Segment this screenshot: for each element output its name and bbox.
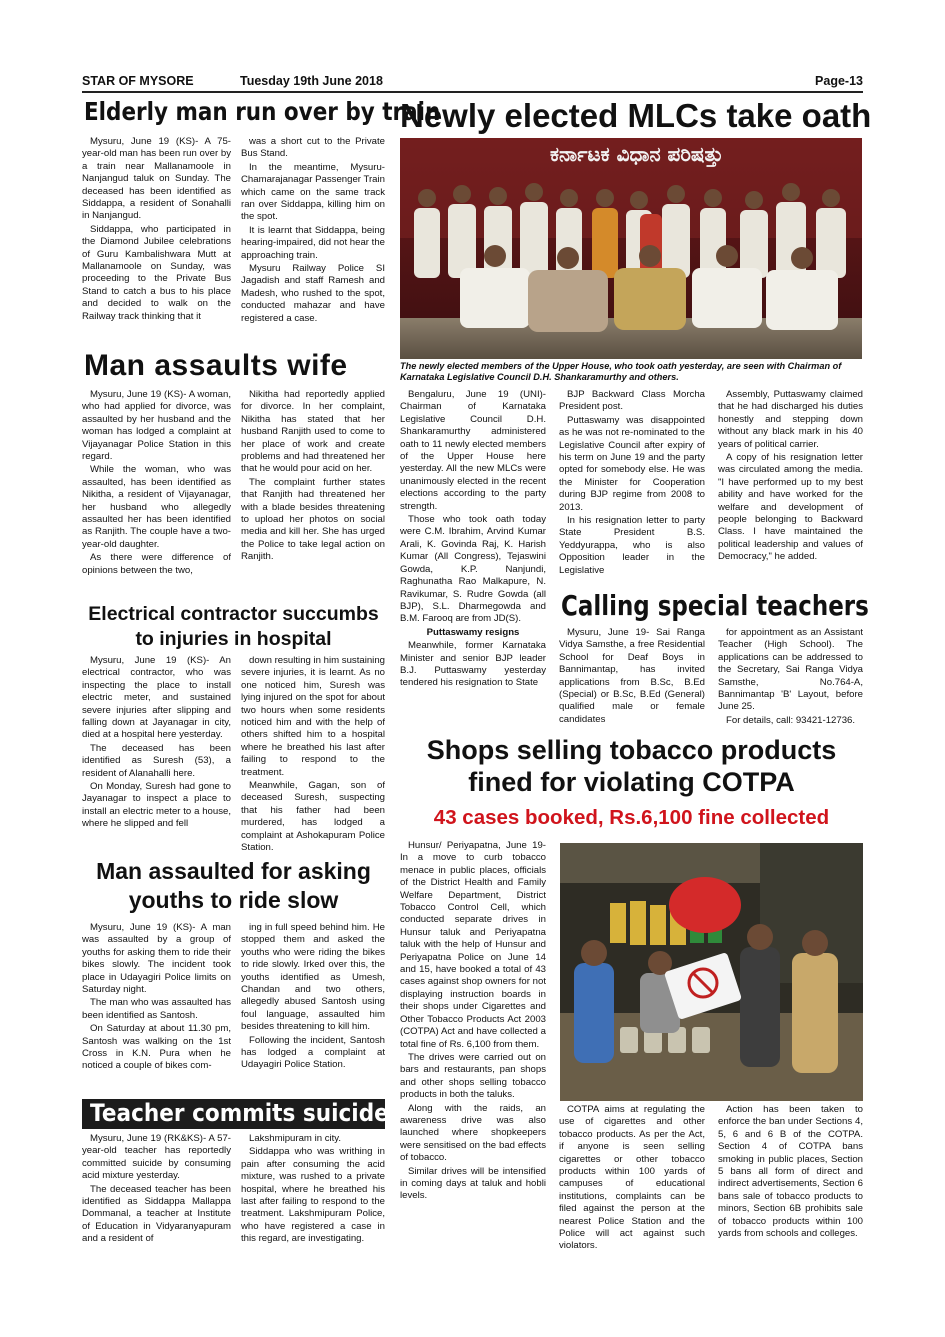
story-tobacco-col2: COTPA aims at regulating the use of cigarettes and other tobacco products. As per the Act, if anyone is seen selling cigarettes or other tobacco products within 100 yards of campuses of educational institutions, complaints can be filed against the person at the nearest Police Station and the Police will act against such violators.	[559, 1104, 705, 1252]
story-contractor-col1: Mysuru, June 19 (KS)- An electrical contractor, who was inspecting the place to install electric meter, and sustained severe injuries after slipping and falling down at Jayanagar in city, died at a hospital here yesterday. The deceased has been identified as Suresh (53), a resident of Alanahalli here. On Monday, Suresh had gone to Jayanagar to inspect a place to install an electric meter to a house, where he slipped and fell	[82, 655, 231, 830]
suicide-headline-box	[82, 1099, 389, 1129]
story-tobacco-col3: Action has been taken to enforce the ban under Sections 4, 5, 6 and 6 B of the COTPA. Section 4 of COTPA bans smoking in public places, Section 5 bans all form of direct and indirect advertisements, Section 6 bans sale of tobacco products to minors, Section 6B prohibits sale of tobacco products within 100 yards from schools and colleges.	[718, 1104, 863, 1240]
mlc-photo	[400, 138, 862, 359]
masthead	[82, 73, 863, 93]
page-number: Page-13	[815, 74, 863, 88]
headline-suicide: Teacher commits suicide	[90, 1099, 389, 1127]
tobacco-photo	[560, 843, 863, 1101]
headline-ride-slow-line2: youths to ride slow	[128, 887, 339, 913]
mlc-banner-text: ಕರ್ನಾಟಕ ವಿಧಾನ ಪರಿಷತ್ತು	[550, 142, 724, 166]
story-suicide-col1: Mysuru, June 19 (RK&KS)- A 57-year-old teacher has reportedly committed suicide by consuming acid mixture yesterday. The deceased teacher has been identified as Siddappa Mallappa Dommanal, a teacher at Institute of Education in Vidyaranyapuram and a resident of	[82, 1133, 231, 1245]
story-train-col1: Mysuru, June 19 (KS)- A 75-year-old man has been run over by a train near Mallanamoole in Nanjangud taluk on Sunday. The deceased has been identified as Siddappa, a resident of Sonahalli in Nanjangud. Siddappa, who participated in the Diamond Jubilee celebrations of Guru Kambalishwara Mutt at Mallanamoole on Sunday, was proceeding to the Private Bus Stand to catch a bus to his place and decided to walk on the Railway track thinking that it	[82, 136, 231, 322]
headline-tobacco-line1: Shops selling tobacco products	[426, 735, 837, 765]
headline-train: Elderly man run over by train	[84, 97, 441, 126]
mlc-photo-illustration	[400, 138, 862, 359]
story-teachers-col2: for appointment as an Assistant Teacher (High School). The applications can be addressed to the Secretary, Sai Ranga Vidya Samsthe, No.764-A, Bannimantap 'B' Layout, before June 25. For details, call: 93421-12736.	[718, 627, 863, 725]
story-wife-col2: Nikitha had reportedly applied for divorce. In her complaint, Nikitha has stated that her husband Ranjith used to come to her place of work and create problems and had threatened her that he would pour acid on her. The complaint further states that Ranjith had threatened her with a blade besides threatening to upload her photos on social media and kill her. She has urged the Police to take legal action on Ranjith.	[241, 389, 385, 563]
headline-mlc: Newly elected MLCs take oath	[400, 97, 872, 134]
story-tobacco-col1: Hunsur/ Periyapatna, June 19- In a move to curb tobacco menace in public places, officials of the District Health and Family Welfare Department, District Tobacco Control Cell, which conducted separate drives in Hunsur taluk and Periyapatna taluk with the help of Hunsur and Periyapatna Police on June 14 and 15, have booked a total of 43 cases against shop owners for not displaying instruction boards in their shops under Cigarettes and Other Tobacco Products Act 2003 (COTPA) Act and have collected a total fine of Rs. 6,100 from them. The drives were carried out on bars and restaurants, pan shops and other shops selling tobacco products in both the taluks. Along with the raids, an awareness drive was also launched where shopkeepers were sensitised on the bad effects of tobacco. Similar drives will be intensified in coming days at taluk and hobli levels.	[400, 840, 546, 1202]
story-mlc-col2: BJP Backward Class Morcha President post. Puttaswamy was disappointed as he was not re-nominated to the Legislative Council after expiry of his term on June 19 and the party opted for somebody else. He was the Minister for Cooperation during BJP regime from 2008 to 2013. In his resignation letter to party State President B.S. Yeddyurappa, who is also Opposition leader in the Legislative	[559, 389, 705, 576]
headline-tobacco-line2: fined for violating COTPA	[468, 767, 795, 797]
story-ride-col2: ing in full speed behind him. He stopped them and asked the youths who were riding the bikes to ride slowly. Irked over this, the youths identified as Umesh, Chandan and two others, allegedly abused Santosh using foul language, assaulted him besides threatening to kill him. Following the incident, Santosh has lodged a complaint at Udayagiri Police Station.	[241, 922, 385, 1071]
tobacco-photo-illustration	[560, 843, 863, 1101]
headline-teachers: Calling special teachers	[561, 589, 869, 622]
headline-ride-slow-line1: Man assaulted for asking	[96, 858, 371, 884]
story-train-col2: was a short cut to the Private Bus Stand. In the meantime, Mysuru-Chamarajanagar Passenger Train which came on the same track ran over Siddappa, killing him on the spot. It is learnt that Siddappa, being hearing-impaired, did not hear the approaching train. Mysuru Railway Police SI Jagadish and staff Ramesh and Madesh, who rushed to the spot, conducted mahazar and have registered a case.	[241, 136, 385, 324]
story-suicide-col2: Lakshmipuram in city. Siddappa who was writhing in pain after consuming the acid mixture, was rushed to a private hospital, where he breathed his last after failing to respond to the treatment. Lakshmipuram Police, who have registered a case in this regard, are investigating.	[241, 1133, 385, 1245]
paper-name: STAR OF MYSORE	[82, 74, 194, 88]
story-ride-col1: Mysuru, June 19 (KS)- A man was assaulted by a group of youths for asking them to ride their bikes slowly. The incident took place in Udayagiri Police limits on Saturday night. The man who was assaulted has been identified as Santosh. On Saturday at about 11.30 pm, Santosh was walking on the 1st Cross in K.N. Pura when he noticed a couple of bikes com-	[82, 922, 231, 1072]
story-contractor-col2: down resulting in him sustaining severe injuries, it is learnt. As no one noticed him, Suresh was lying injured on the spot for about two hours when some residents noticed him and with the help of others shifted him to a hospital where he breathed his last after failing to respond to the treatment. Meanwhile, Gagan, son of deceased Suresh, suspecting that his father had been murdered, has lodged a complaint at Ashokapuram Police Station.	[241, 655, 385, 853]
subheadline-tobacco: 43 cases booked, Rs.6,100 fine collected	[433, 806, 830, 829]
mlc-caption: The newly elected members of the Upper House, who took oath yesterday, are seen with Chairman of Karnataka Legislative Council D.H. Shankaramurthy and others.	[400, 361, 842, 382]
headline-contractor-line2: to injuries in hospital	[135, 628, 332, 650]
headline-contractor-line1: Electrical contractor succumbs	[88, 603, 379, 625]
story-mlc-col3: Assembly, Puttaswamy claimed that he had discharged his duties honestly and stepping down without any black mark in his 40 years of political carrier. A copy of his resignation letter was circulated among the media. "I have performed up to my best ability and have worked for the welfare and development of people belonging to Backward Class. I have maintained the political leadership and values of Democracy," he added.	[718, 389, 863, 563]
issue-date: Tuesday 19th June 2018	[240, 74, 383, 88]
puttaswamy-subhead: Puttaswamy resigns	[426, 626, 520, 638]
story-teachers-col1: Mysuru, June 19- Sai Ranga Vidya Samsthe, a free Residential School for Deaf Boys in Bannimantap, has invited applications from B.Sc, B.Ed (Special) or B.Sc, B.Ed (General) qualified male or female candidates	[559, 627, 705, 725]
story-wife-col1: Mysuru, June 19 (KS)- A woman, who had applied for divorce, was assaulted by her husband and the woman has lodged a complaint at Vijayanagar Police Station in this regard. While the woman, who was assaulted, has been identified as Nikitha, a resident of Vijayanagar, her husband who allegedly assaulted her has been identified as Ranjith. The couple have a two-year-old daughter. As there were difference of opinions between the two,	[82, 389, 231, 576]
headline-assault-wife: Man assaults wife	[84, 349, 348, 382]
story-mlc-col1: Bengaluru, June 19 (UNI)- Chairman of Karnataka Legislative Council D.H. Shankaramurthy administered oath to 11 newly elected members of the Upper House here yesterday. All the new MLCs were unanimously elected in the recent elections according to the party strength. Those who took oath today were C.M. Ibrahim, Arvind Kumar Arali, K. Govinda Raj, K. Harish Kumar (All Congress), Tejaswini Gowda, K.P. Nanjundi, Raghunatha Rao Malkapure, N. Ravikumar, S. Rudre Gowda (all BJP), S.L. Dharmegowda and B.M. Farooq are from JD(S). Puttaswamy resigns Meanwhile, former Karnataka Minister and senior BJP leader B.J. Puttaswamy yesterday tendered his resignation to State	[400, 389, 546, 689]
